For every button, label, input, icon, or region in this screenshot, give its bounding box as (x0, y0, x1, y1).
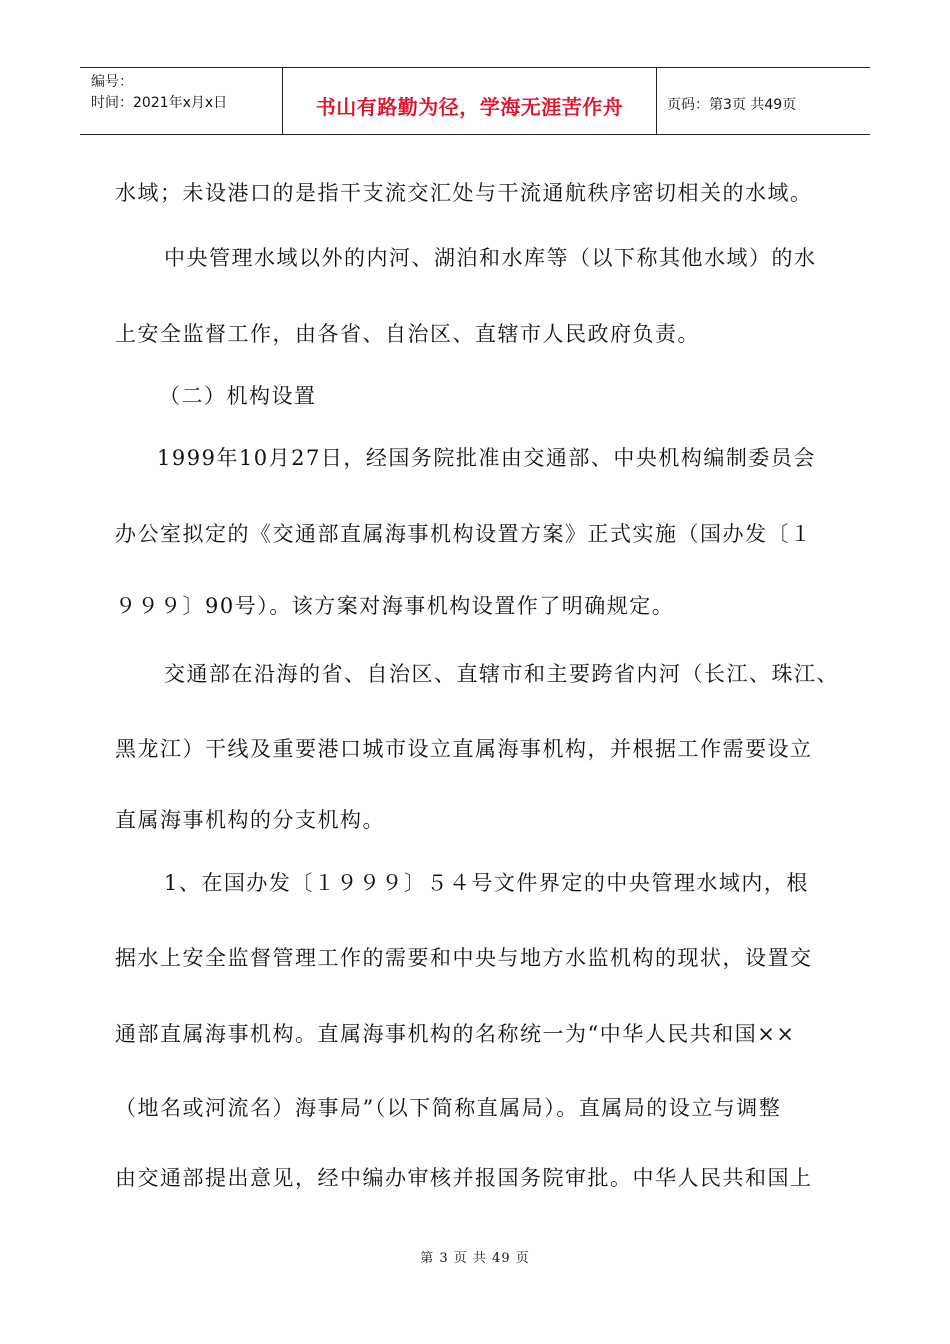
header-info-cell (80, 68, 283, 134)
body-line: 办公室拟定的《交通部直属海事机构设置方案》正式实施（国办发〔１ (115, 522, 813, 546)
document-number-label: 编号： (91, 74, 133, 90)
body-line: （地名或河流名）海事局”（以下简称直属局）。直属局的设立与调整 (115, 1096, 782, 1120)
body-line: 上安全监督工作，由各省、自治区、直辖市人民政府负责。 (115, 322, 700, 346)
body-line: 通部直属海事机构。直属海事机构的名称统一为“中华人民共和国×× (115, 1022, 796, 1046)
page-footer: 第 3 页 共 49 页 (420, 1251, 530, 1266)
header-page-cell (657, 68, 870, 134)
body-line: 1999年10月27日，经国务院批准由交通部、中央机构编制委员会 (157, 446, 816, 470)
page-header (80, 67, 870, 135)
body-line: 直属海事机构的分支机构。 (115, 808, 385, 832)
body-line: 中央管理水域以外的内河、湖泊和水库等（以下称其他水域）的水 (164, 246, 817, 270)
body-line: ９９９〕90号）。该方案对海事机构设置作了明确规定。 (115, 594, 675, 618)
body-line: 由交通部提出意见，经中编办审核并报国务院审批。中华人民共和国上 (115, 1166, 813, 1190)
header-motto: 书山有路勤为径，学海无涯苦作舟 (315, 94, 624, 119)
body-line: 据水上安全监督管理工作的需要和中央与地方水监机构的现状，设置交 (115, 946, 813, 970)
body-line: 黑龙江）干线及重要港口城市设立直属海事机构，并根据工作需要设立 (115, 737, 813, 761)
header-page-label: 页码：第3页 共49页 (667, 97, 797, 113)
body-line: 1、在国办发〔１９９９〕５４号文件界定的中央管理水域内，根 (164, 871, 809, 895)
document-time-label: 时间：2021年x月x日 (91, 95, 228, 111)
body-line: 交通部在沿海的省、自治区、直辖市和主要跨省内河（长江、珠江、 (164, 662, 839, 686)
body-line: 水域；未设港口的是指干支流交汇处与干流通航秩序密切相关的水域。 (115, 181, 813, 205)
section-heading: （二）机构设置 (159, 384, 317, 408)
header-motto-cell (283, 68, 657, 134)
